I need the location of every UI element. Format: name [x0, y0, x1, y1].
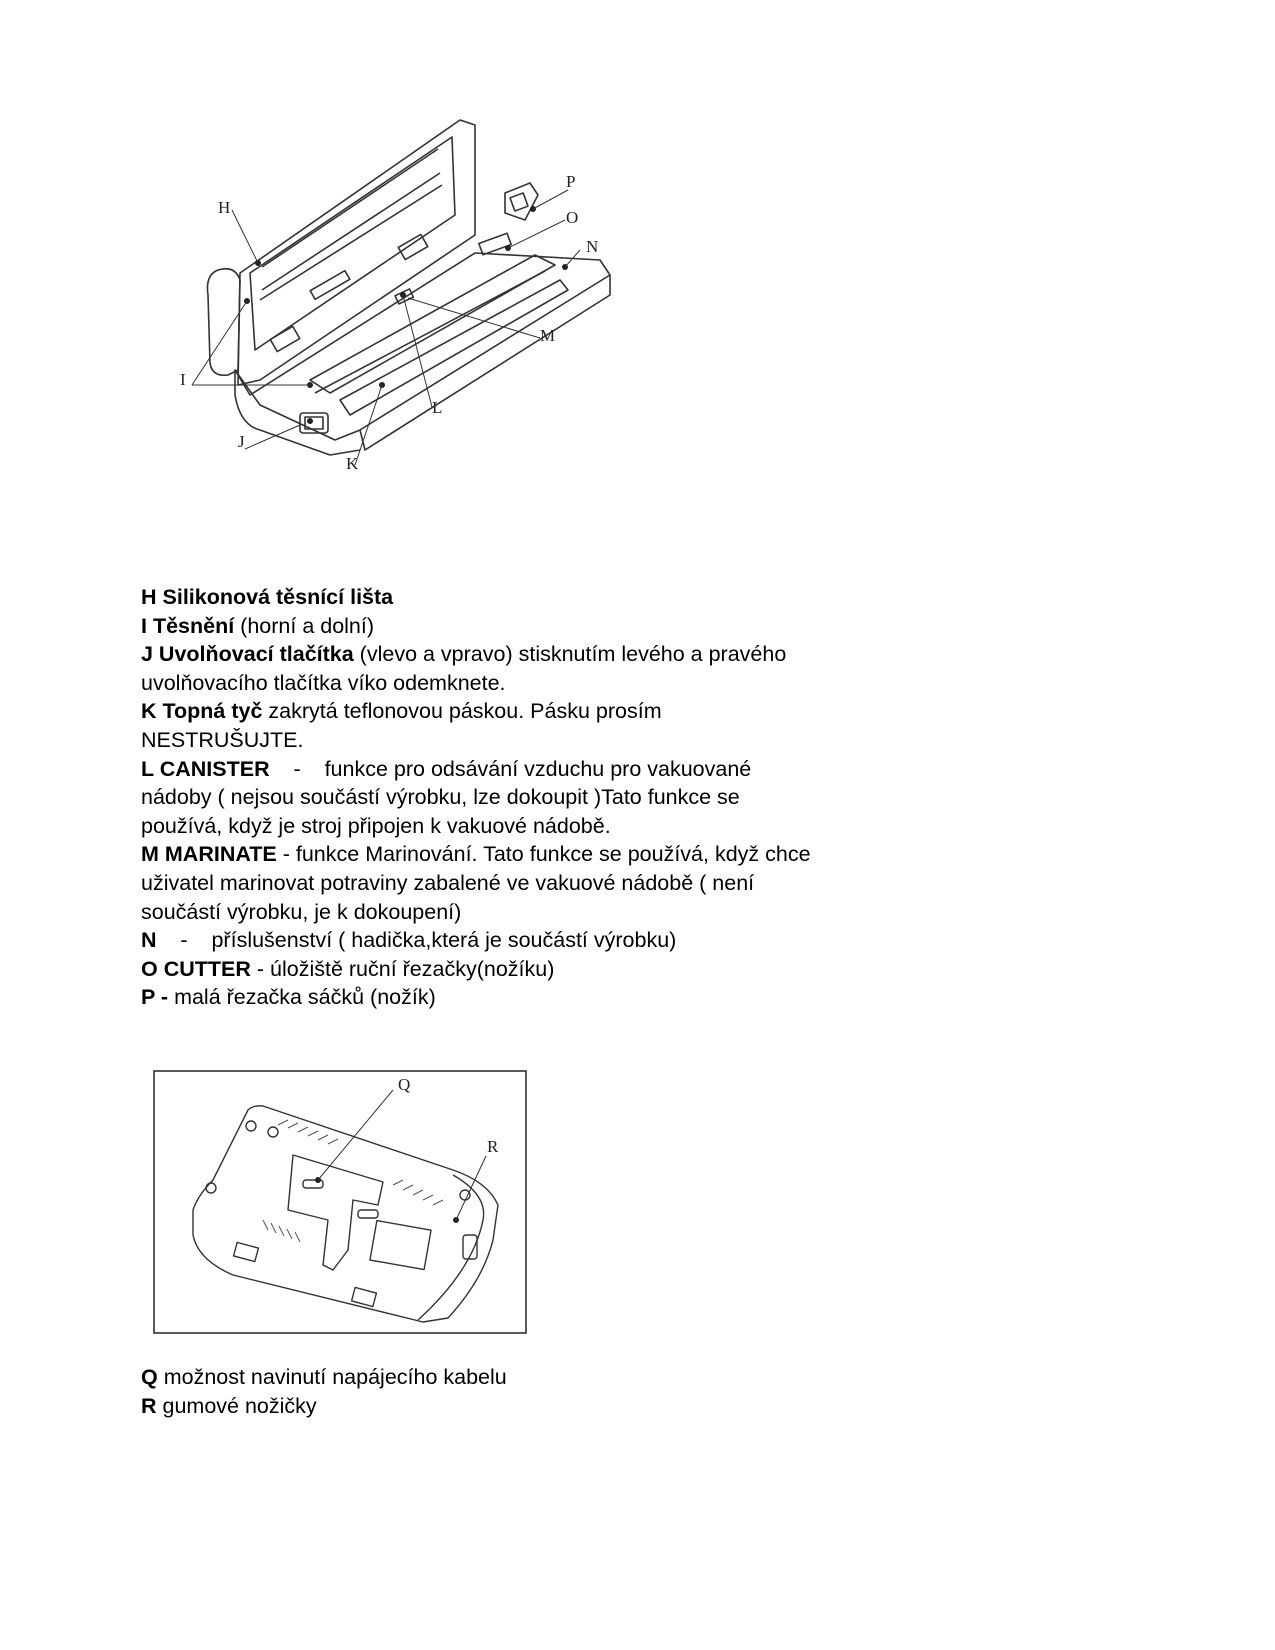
label-K: K [346, 454, 359, 473]
legend-I: I Těsnění (horní a dolní) [141, 613, 375, 638]
label-N: N [586, 237, 599, 256]
legend-L: L CANISTER - funkce pro odsávání vzduchu pro vakuované [141, 756, 752, 781]
legend-Q: Q možnost navinutí napájecího kabelu [141, 1365, 507, 1389]
label-M: M [540, 326, 556, 345]
vacuum-sealer-bottom-diagram [153, 1070, 527, 1334]
label-I: I [180, 370, 186, 389]
legend-M-cont: uživatel marinovat potraviny zabalené ve vakuové nádobě ( není [141, 870, 755, 895]
legend-M-cont2: součástí výrobku, je k dokoupení) [141, 899, 462, 924]
label-O: O [566, 208, 579, 227]
label-J: J [238, 432, 245, 451]
knife-accessory [505, 183, 538, 220]
legend-M: M MARINATE - funkce Marinování. Tato funkce se používá, když chce [141, 842, 811, 867]
bottom-legend [141, 1363, 941, 1420]
figure-frame [154, 1071, 526, 1333]
legend-H: H Silikonová těsnící lišta [141, 585, 394, 609]
component-legend [141, 583, 941, 1012]
label-P: P [566, 172, 576, 191]
lid-handle [207, 269, 240, 376]
legend-L-cont2: používá, když je stroj připojen k vakuové nádobě. [141, 813, 611, 838]
legend-O: O CUTTER - úložiště ruční řezačky(nožíku) [141, 956, 555, 981]
label-L: L [432, 398, 443, 417]
legend-P: P - malá řezačka sáčků (nožík) [141, 985, 436, 1010]
legend-J-cont: uvolňovacího tlačítka víko odemknete. [141, 670, 506, 695]
legend-K-cont: NESTRUŠUJTE. [141, 727, 304, 752]
legend-R: R gumové nožičky [141, 1393, 317, 1418]
legend-K: K Topná tyč zakrytá teflonovou páskou. Pásku prosím [141, 699, 662, 724]
label-H: H [218, 198, 231, 217]
label-R: R [487, 1137, 499, 1156]
vacuum-sealer-open-diagram [150, 95, 670, 515]
legend-L-cont: nádoby ( nejsou součástí výrobku, lze dokoupit )Tato funkce se [141, 785, 740, 810]
legend-J: J Uvolňovací tlačítka (vlevo a vpravo) stisknutím levého a pravého [141, 642, 787, 667]
label-Q: Q [398, 1075, 411, 1094]
legend-N: N - příslušenství ( hadička,která je součástí výrobku) [141, 928, 677, 953]
